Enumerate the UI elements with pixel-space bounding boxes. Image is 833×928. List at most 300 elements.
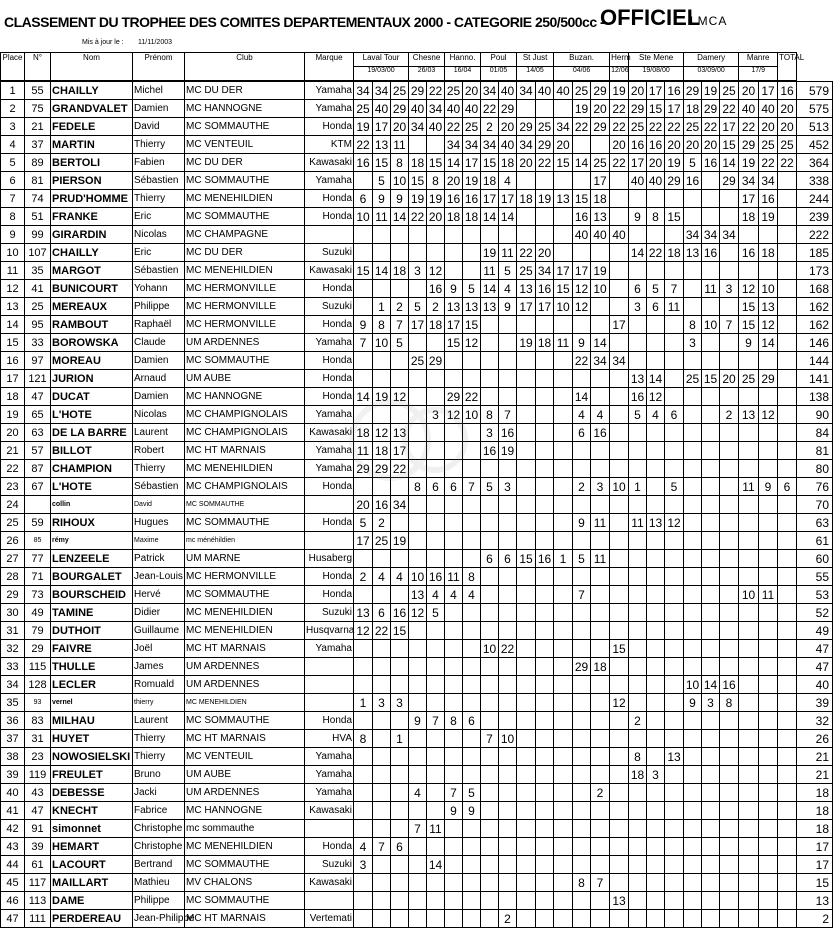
number-cell: 87 [25, 460, 51, 478]
points-cell: 40 [629, 172, 647, 190]
points-cell [409, 136, 427, 154]
points-cell [739, 460, 759, 478]
points-cell: 13 [354, 604, 373, 622]
points-cell [591, 532, 610, 550]
points-cell [702, 550, 720, 568]
points-cell [427, 748, 445, 766]
total-cell: 162 [797, 316, 833, 334]
points-cell [702, 262, 720, 280]
points-cell [702, 658, 720, 676]
points-cell [629, 604, 647, 622]
header-event-date: 16/04 [445, 67, 481, 81]
points-cell [463, 856, 481, 874]
points-cell [610, 712, 629, 730]
points-cell: 11 [373, 208, 391, 226]
points-cell [354, 766, 373, 784]
points-cell: 14 [354, 388, 373, 406]
points-cell [720, 604, 739, 622]
points-cell [739, 784, 759, 802]
points-cell [684, 208, 702, 226]
total-cell: 26 [797, 730, 833, 748]
points-cell: 29 [499, 100, 517, 118]
points-cell [481, 586, 499, 604]
points-cell [573, 820, 591, 838]
points-cell [684, 802, 702, 820]
points-cell [778, 838, 797, 856]
place-cell: 40 [1, 784, 25, 802]
points-cell [517, 496, 536, 514]
points-cell [647, 712, 665, 730]
name-cell: RAMBOUT [51, 316, 133, 334]
points-cell [684, 892, 702, 910]
table-row [1, 892, 833, 910]
name-cell: PIERSON [51, 172, 133, 190]
points-cell [554, 388, 573, 406]
club-cell: MC HT MARNAIS [185, 730, 305, 748]
points-cell [554, 802, 573, 820]
points-cell: 20 [720, 370, 739, 388]
points-cell: 13 [684, 244, 702, 262]
points-cell: 40 [739, 100, 759, 118]
points-cell [629, 226, 647, 244]
points-cell [720, 910, 739, 928]
points-cell: 34 [373, 82, 391, 100]
points-cell [499, 388, 517, 406]
points-cell: 25 [684, 370, 702, 388]
points-cell [499, 586, 517, 604]
points-cell [481, 892, 499, 910]
points-cell [499, 784, 517, 802]
points-cell [481, 766, 499, 784]
points-cell [778, 730, 797, 748]
points-cell: 6 [647, 298, 665, 316]
points-cell [665, 568, 684, 586]
points-cell [517, 568, 536, 586]
place-cell: 38 [1, 748, 25, 766]
points-cell: 20 [739, 82, 759, 100]
total-cell: 47 [797, 658, 833, 676]
points-cell [554, 172, 573, 190]
points-cell [778, 406, 797, 424]
points-cell: 11 [445, 568, 463, 586]
brand-cell: Honda [305, 208, 354, 226]
points-cell [573, 136, 591, 154]
points-cell [665, 730, 684, 748]
points-cell: 6 [629, 280, 647, 298]
brand-cell: Husqvarna [305, 622, 354, 640]
points-cell: 3 [373, 694, 391, 712]
brand-cell: Honda [305, 712, 354, 730]
points-cell [684, 856, 702, 874]
points-cell: 19 [702, 82, 720, 100]
points-cell: 18 [354, 424, 373, 442]
firstname-cell: Sébastien [133, 262, 185, 280]
number-cell: 29 [25, 640, 51, 658]
points-cell [778, 532, 797, 550]
points-cell [665, 640, 684, 658]
points-cell [517, 604, 536, 622]
points-cell [591, 838, 610, 856]
points-cell: 14 [499, 208, 517, 226]
points-cell [391, 748, 409, 766]
points-cell [517, 316, 536, 334]
points-cell: 12 [409, 604, 427, 622]
total-cell: 13 [797, 892, 833, 910]
points-cell [427, 676, 445, 694]
points-cell: 17 [391, 442, 409, 460]
name-cell: FAIVRE [51, 640, 133, 658]
points-cell [591, 712, 610, 730]
points-cell [463, 550, 481, 568]
points-cell: 25 [409, 352, 427, 370]
points-cell [684, 874, 702, 892]
points-cell: 13 [739, 406, 759, 424]
points-cell [391, 874, 409, 892]
club-cell: MC MENEHILDIEN [185, 262, 305, 280]
points-cell: 16 [573, 208, 591, 226]
points-cell [463, 262, 481, 280]
points-cell: 16 [463, 190, 481, 208]
points-cell: 4 [427, 586, 445, 604]
points-cell: 7 [391, 316, 409, 334]
club-cell: UM MARNE [185, 550, 305, 568]
points-cell [536, 658, 554, 676]
points-cell [536, 604, 554, 622]
club-cell: MC HT MARNAIS [185, 640, 305, 658]
points-cell [517, 226, 536, 244]
points-cell: 9 [409, 712, 427, 730]
number-cell: 113 [25, 892, 51, 910]
points-cell [517, 748, 536, 766]
points-cell: 9 [463, 802, 481, 820]
points-cell [778, 190, 797, 208]
firstname-cell: Yohann [133, 280, 185, 298]
club-cell: MC MENEHILDIEN [185, 460, 305, 478]
club-cell: MC MENEHILDIEN [185, 604, 305, 622]
table-row [1, 442, 833, 460]
points-cell: 4 [373, 568, 391, 586]
points-cell [610, 442, 629, 460]
points-cell [647, 334, 665, 352]
points-cell [391, 820, 409, 838]
points-cell [665, 838, 684, 856]
points-cell [427, 334, 445, 352]
points-cell: 2 [499, 910, 517, 928]
place-cell: 22 [1, 460, 25, 478]
points-cell [517, 352, 536, 370]
name-cell: L'HOTE [51, 406, 133, 424]
points-cell: 17 [354, 532, 373, 550]
total-cell: 81 [797, 442, 833, 460]
points-cell [591, 892, 610, 910]
firstname-cell: David [133, 118, 185, 136]
points-cell [573, 676, 591, 694]
points-cell [554, 838, 573, 856]
firstname-cell: Fabien [133, 154, 185, 172]
points-cell [445, 694, 463, 712]
total-cell: 61 [797, 532, 833, 550]
points-cell [573, 532, 591, 550]
points-cell [517, 658, 536, 676]
points-cell: 16 [647, 136, 665, 154]
number-cell: 74 [25, 190, 51, 208]
points-cell [610, 496, 629, 514]
table-row [1, 730, 833, 748]
points-cell [702, 766, 720, 784]
points-cell [391, 280, 409, 298]
points-cell [665, 496, 684, 514]
points-cell [573, 604, 591, 622]
table-row [1, 316, 833, 334]
points-cell [573, 442, 591, 460]
points-cell [463, 622, 481, 640]
firstname-cell: Thierry [133, 136, 185, 154]
points-cell [647, 910, 665, 928]
points-cell [778, 874, 797, 892]
points-cell [778, 604, 797, 622]
name-cell: MILHAU [51, 712, 133, 730]
points-cell [536, 874, 554, 892]
total-cell: 17 [797, 838, 833, 856]
points-cell [409, 496, 427, 514]
points-cell [684, 262, 702, 280]
points-cell [499, 802, 517, 820]
points-cell: 34 [739, 172, 759, 190]
points-cell [481, 334, 499, 352]
points-cell: 15 [354, 262, 373, 280]
points-cell: 4 [499, 280, 517, 298]
points-cell [702, 820, 720, 838]
points-cell [499, 568, 517, 586]
points-cell [778, 280, 797, 298]
points-cell: 40 [554, 82, 573, 100]
points-cell: 12 [573, 280, 591, 298]
points-cell [481, 316, 499, 334]
points-cell [517, 856, 536, 874]
total-cell: 18 [797, 820, 833, 838]
brand-cell: Honda [305, 280, 354, 298]
points-cell [554, 748, 573, 766]
points-cell: 7 [445, 784, 463, 802]
points-cell: 13 [517, 280, 536, 298]
header-event-name: Manre [739, 53, 778, 67]
points-cell: 11 [499, 244, 517, 262]
firstname-cell: Eric [133, 244, 185, 262]
points-cell [354, 820, 373, 838]
place-cell: 21 [1, 442, 25, 460]
firstname-cell: Jean-Louis [133, 568, 185, 586]
points-cell [610, 622, 629, 640]
points-cell: 40 [427, 118, 445, 136]
total-cell: 146 [797, 334, 833, 352]
points-cell [665, 442, 684, 460]
points-cell [629, 892, 647, 910]
total-cell: 18 [797, 784, 833, 802]
points-cell [517, 676, 536, 694]
points-cell [354, 352, 373, 370]
table-row [1, 568, 833, 586]
points-cell [739, 856, 759, 874]
points-cell [647, 316, 665, 334]
points-cell [647, 820, 665, 838]
points-cell [463, 514, 481, 532]
points-cell: 14 [445, 154, 463, 172]
points-cell: 20 [391, 118, 409, 136]
number-cell: 57 [25, 442, 51, 460]
points-cell: 17 [610, 316, 629, 334]
points-cell: 20 [554, 136, 573, 154]
points-cell: 8 [373, 316, 391, 334]
points-cell [409, 640, 427, 658]
points-cell: 19 [499, 442, 517, 460]
points-cell [591, 316, 610, 334]
points-cell: 2 [354, 568, 373, 586]
points-cell [778, 640, 797, 658]
points-cell [739, 712, 759, 730]
points-cell [702, 514, 720, 532]
points-cell [665, 334, 684, 352]
points-cell [591, 622, 610, 640]
points-cell [759, 568, 778, 586]
points-cell: 20 [778, 118, 797, 136]
name-cell: JURION [51, 370, 133, 388]
firstname-cell: Damien [133, 352, 185, 370]
points-cell [778, 424, 797, 442]
points-cell [481, 748, 499, 766]
brand-cell [305, 226, 354, 244]
total-cell: 90 [797, 406, 833, 424]
points-cell [647, 568, 665, 586]
name-cell: simonnet [51, 820, 133, 838]
points-cell: 12 [759, 406, 778, 424]
points-cell [354, 712, 373, 730]
points-cell [391, 478, 409, 496]
club-cell: MC SOMMAUTHE [185, 892, 305, 910]
points-cell: 16 [354, 154, 373, 172]
points-cell: 14 [647, 370, 665, 388]
points-cell [610, 208, 629, 226]
firstname-cell: Jean-Philippe [133, 910, 185, 928]
points-cell [778, 460, 797, 478]
club-cell: UM AUBE [185, 370, 305, 388]
points-cell [684, 190, 702, 208]
points-cell [499, 226, 517, 244]
points-cell [373, 352, 391, 370]
points-cell [610, 820, 629, 838]
total-cell: 185 [797, 244, 833, 262]
points-cell [409, 658, 427, 676]
points-cell: 22 [427, 82, 445, 100]
points-cell [702, 604, 720, 622]
points-cell: 20 [463, 82, 481, 100]
number-cell: 61 [25, 856, 51, 874]
points-cell [759, 550, 778, 568]
points-cell [554, 892, 573, 910]
number-cell: 91 [25, 820, 51, 838]
points-cell: 17 [373, 118, 391, 136]
points-cell [778, 676, 797, 694]
points-cell [629, 784, 647, 802]
points-cell: 13 [391, 424, 409, 442]
place-cell: 30 [1, 604, 25, 622]
points-cell: 29 [373, 460, 391, 478]
points-cell: 14 [427, 856, 445, 874]
points-cell [427, 370, 445, 388]
points-cell [354, 586, 373, 604]
place-cell: 25 [1, 514, 25, 532]
table-row [1, 118, 833, 136]
points-cell [409, 244, 427, 262]
points-cell [739, 424, 759, 442]
points-cell [702, 298, 720, 316]
points-cell: 14 [481, 280, 499, 298]
number-cell: 43 [25, 784, 51, 802]
points-cell [684, 496, 702, 514]
points-cell: 9 [445, 280, 463, 298]
points-cell [665, 460, 684, 478]
points-cell [629, 262, 647, 280]
points-cell: 25 [517, 262, 536, 280]
table-row [1, 784, 833, 802]
brand-cell [305, 496, 354, 514]
points-cell [573, 316, 591, 334]
points-cell: 17 [517, 298, 536, 316]
points-cell [573, 712, 591, 730]
points-cell [573, 370, 591, 388]
points-cell: 17 [739, 190, 759, 208]
club-cell: MC SOMMAUTHE [185, 172, 305, 190]
points-cell [445, 532, 463, 550]
points-cell [739, 388, 759, 406]
points-cell [354, 478, 373, 496]
points-cell: 18 [391, 262, 409, 280]
brand-cell: Kawasaki [305, 874, 354, 892]
points-cell: 15 [391, 622, 409, 640]
points-cell: 14 [759, 334, 778, 352]
points-cell [720, 208, 739, 226]
points-cell [373, 892, 391, 910]
points-cell: 12 [427, 262, 445, 280]
points-cell [373, 280, 391, 298]
number-cell: 47 [25, 388, 51, 406]
points-cell [354, 802, 373, 820]
points-cell [759, 766, 778, 784]
points-cell [591, 766, 610, 784]
points-cell: 15 [647, 100, 665, 118]
points-cell: 5 [665, 478, 684, 496]
points-cell [463, 874, 481, 892]
number-cell: 115 [25, 658, 51, 676]
points-cell [554, 352, 573, 370]
place-cell: 2 [1, 100, 25, 118]
place-cell: 19 [1, 406, 25, 424]
points-cell [427, 784, 445, 802]
points-cell: 14 [702, 676, 720, 694]
points-cell [536, 622, 554, 640]
points-cell: 2 [629, 712, 647, 730]
points-cell [427, 694, 445, 712]
place-cell: 44 [1, 856, 25, 874]
points-cell: 2 [591, 784, 610, 802]
points-cell: 22 [778, 154, 797, 172]
number-cell: 93 [25, 694, 51, 712]
points-cell: 34 [517, 82, 536, 100]
points-cell [778, 208, 797, 226]
points-cell [778, 550, 797, 568]
points-cell [517, 370, 536, 388]
points-cell [445, 244, 463, 262]
points-cell [647, 424, 665, 442]
